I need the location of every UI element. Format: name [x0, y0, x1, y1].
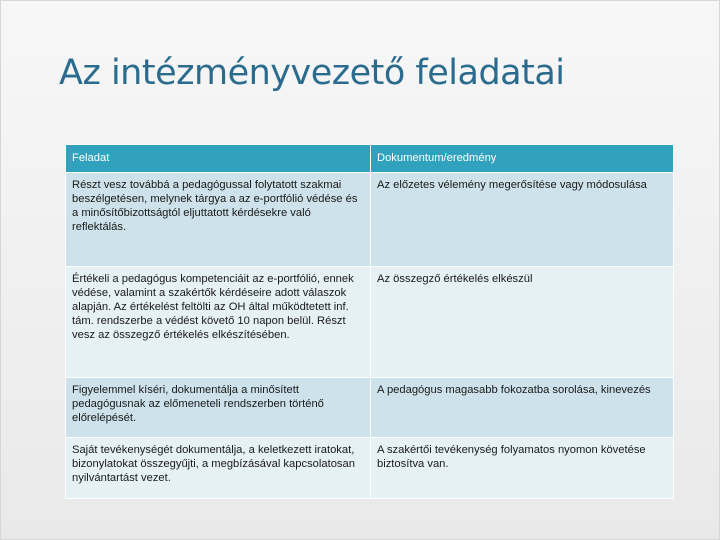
table-header-row: [66, 145, 674, 173]
slide-title: Az intézményvezető feladatai: [59, 53, 565, 93]
result-cell: Az összegző értékelés elkészül: [371, 267, 674, 378]
result-cell: Az előzetes vélemény megerősítése vagy módosulása: [371, 173, 674, 267]
tasks-table: [65, 144, 674, 499]
result-cell: A pedagógus magasabb fokozatba sorolása, kinevezés: [371, 378, 674, 438]
table-row: [66, 378, 674, 438]
task-cell: Értékeli a pedagógus kompetenciáit az e-portfólió, ennek védése, valamint a szakértők kérdéseire adott válaszok alapján. Az értékelést feltölti az OH által működtetett inf. tám. rendszerbe a védést követő 10 napon belül. Részt vesz az összegző értékelés elkészítésében.: [66, 267, 371, 378]
header-dokumentum-eredmeny: Dokumentum/eredmény: [371, 145, 674, 173]
task-cell: Figyelemmel kíséri, dokumentálja a minősített pedagógusnak az előmeneteli rendszerben történő előrelépését.: [66, 378, 371, 438]
table-row: [66, 173, 674, 267]
task-cell: Saját tevékenységét dokumentálja, a keletkezett iratokat, bizonylatokat összegyűjti, a megbízásával kapcsolatosan nyilvántartást vezet.: [66, 438, 371, 499]
table-row: [66, 267, 674, 378]
result-cell: A szakértői tevékenység folyamatos nyomon követése biztosítva van.: [371, 438, 674, 499]
header-feladat: Feladat: [66, 145, 371, 173]
task-cell: Részt vesz továbbá a pedagógussal folytatott szakmai beszélgetésen, melynek tárgya a az e-portfólió védése és a minősítőbizottságtól eljuttatott kérdésekre való reflektálás.: [66, 173, 371, 267]
table-row: [66, 438, 674, 499]
